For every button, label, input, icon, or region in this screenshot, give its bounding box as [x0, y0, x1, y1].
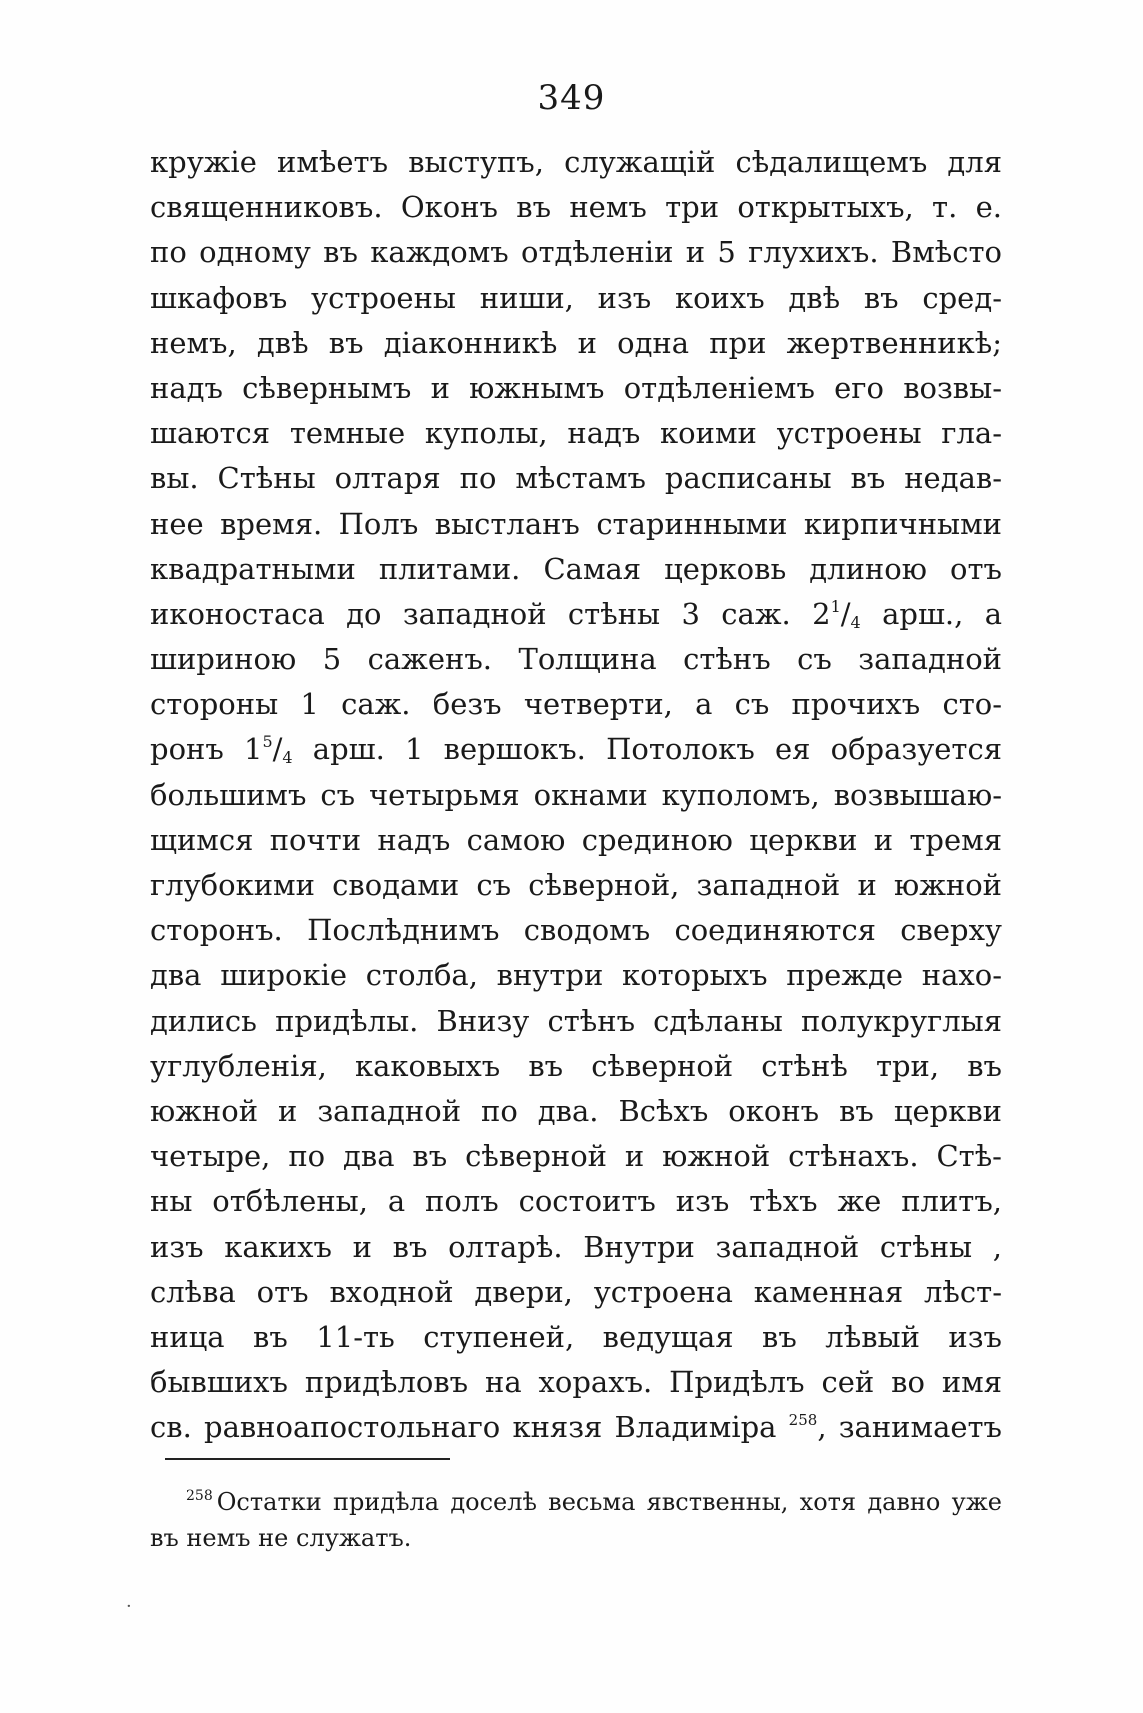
footnote-number: 258	[186, 1488, 213, 1504]
text-line: бывшихъ придѣловъ на хорахъ. Придѣлъ сей во имя	[150, 1365, 1002, 1400]
fraction-numerator: 5	[262, 732, 273, 752]
body-text	[150, 140, 1002, 1450]
footnote-text: Остатки придѣла доселѣ весьма явственны, хотя давно уже	[216, 1488, 1002, 1516]
text-segment: арш., а	[860, 596, 1002, 631]
text-segment: иконостаса до западной стѣны 3 саж.	[150, 596, 791, 631]
text-line: по одному въ каждомъ отдѣленіи и 5 глухихъ. Вмѣсто	[150, 235, 1002, 270]
text-line-with-fraction	[150, 727, 1002, 772]
text-line: немъ, двѣ въ діаконникѣ и одна при жертвенникѣ;	[150, 325, 1002, 360]
fraction-whole: 1	[244, 732, 263, 767]
text-line: нее время. Полъ выстланъ старинными кирпичными	[150, 506, 1002, 541]
text-line: ны отбѣлены, а полъ состоитъ изъ тѣхъ же плитъ,	[150, 1184, 1002, 1219]
text-line: ница въ 11-ть ступеней, ведущая въ лѣвый изъ	[150, 1319, 1002, 1354]
text-line: квадратными плитами. Самая церковь длиною отъ	[150, 551, 1002, 586]
text-line-with-fraction	[150, 592, 1002, 637]
text-line: шаются темные куполы, надъ коими устроены гла-	[150, 416, 1002, 451]
fraction-whole: 2	[812, 596, 831, 631]
text-line: надъ сѣвернымъ и южнымъ отдѣленіемъ его возвы-	[150, 370, 1002, 405]
text-line: шириною 5 саженъ. Толщина стѣнъ съ западной	[150, 642, 1002, 677]
text-line: сторонъ. Послѣднимъ сводомъ соединяются сверху	[150, 913, 1002, 948]
text-line: глубокими сводами съ сѣверной, западной и южной	[150, 868, 1002, 902]
footnote-divider	[165, 1458, 450, 1460]
print-speck: ·	[126, 1596, 132, 1617]
text-segment: , занимаетъ	[817, 1410, 1002, 1445]
fraction-denominator: 4	[850, 612, 861, 632]
text-line: южной и западной по два. Всѣхъ оконъ въ церкви	[150, 1093, 1002, 1128]
footnotes	[150, 1484, 1002, 1556]
text-line: изъ какихъ и въ олтарѣ. Внутри западной стѣны ,	[150, 1229, 1002, 1264]
text-segment: арш. 1 вершокъ. Потолокъ ея образуется	[292, 732, 1002, 767]
text-line: слѣва отъ входной двери, устроена каменная лѣст-	[150, 1274, 1002, 1309]
text-line: кружіе имѣетъ выступъ, служащій сѣдалищемъ для	[150, 145, 1002, 179]
footnote-line: въ немъ не служатъ.	[150, 1524, 412, 1552]
footnote-reference: 258	[788, 1411, 818, 1430]
footnote-line	[150, 1484, 1002, 1520]
text-line: стороны 1 саж. безъ четверти, а съ прочихъ сто-	[150, 687, 1002, 722]
text-line: два широкіе столба, внутри которыхъ прежде нахо-	[150, 958, 1002, 993]
fraction-slash: /	[840, 596, 851, 631]
fraction-numerator: 1	[830, 596, 841, 616]
text-line: щимся почти надъ самою срединою церкви и тремя	[150, 822, 1002, 857]
text-line: священниковъ. Оконъ въ немъ три открытыхъ, т. е.	[150, 190, 1002, 225]
text-line: шкафовъ устроены ниши, изъ коихъ двѣ въ сред-	[150, 280, 1002, 315]
fraction-denominator: 4	[282, 748, 293, 768]
text-segment: ронъ	[150, 732, 224, 767]
text-line-with-footnote-ref	[150, 1405, 1002, 1450]
text-line: четыре, по два въ сѣверной и южной стѣнахъ. Стѣ-	[150, 1139, 1002, 1174]
page-number: 349	[537, 78, 606, 118]
text-line: дились придѣлы. Внизу стѣнъ сдѣланы полукруглыя	[150, 1003, 1002, 1038]
text-line: большимъ съ четырьмя окнами куполомъ, возвышаю-	[150, 777, 1002, 812]
text-segment: св. равноапостольнаго князя Владиміра	[150, 1410, 777, 1445]
text-line: углубленія, каковыхъ въ сѣверной стѣнѣ три, въ	[150, 1048, 1002, 1083]
fraction-slash: /	[272, 732, 283, 767]
text-line: вы. Стѣны олтаря по мѣстамъ расписаны въ недав-	[150, 461, 1002, 496]
